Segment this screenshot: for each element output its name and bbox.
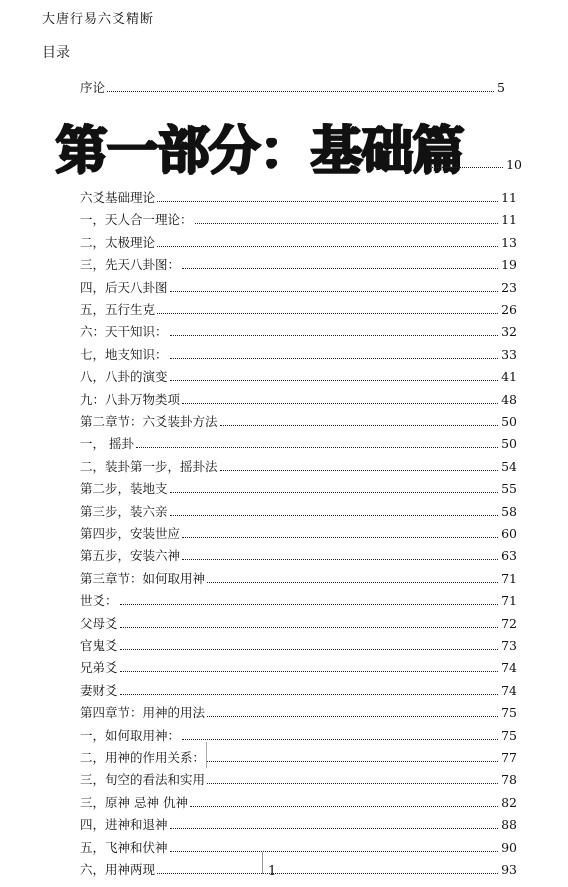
toc-entry[interactable] [80,567,517,587]
toc-entry[interactable] [80,858,517,878]
toc-entry[interactable] [80,813,517,833]
toc-entry-text: 一， 摇卦 [80,436,134,452]
toc-entry[interactable] [80,522,517,542]
dot-leader [120,694,499,695]
dot-leader [157,873,498,874]
toc-entry-page: 10 [506,157,522,172]
dot-leader [182,537,498,538]
toc-entry[interactable] [80,791,517,811]
toc-entry-text: 世爻： [80,593,118,609]
dot-leader [170,828,499,829]
toc-entry-text: 四，后天八卦图 [80,279,168,295]
toc-entry-page: 82 [501,794,517,810]
toc-entry-page: 48 [501,391,517,407]
toc-entry[interactable] [80,836,517,856]
dot-leader [107,91,494,92]
dot-leader [207,716,498,717]
toc-entry-text: 妻财爻 [80,682,118,698]
dot-leader [120,627,499,628]
toc-entry-page: 41 [501,369,517,385]
toc-entry-text: 第三章节：如何取用神 [80,570,206,586]
toc-entry-page: 26 [501,302,517,317]
toc-entry-page: 73 [501,638,517,653]
scan-mark [262,852,263,874]
toc-entry-text: 六：天干知识： [80,324,168,340]
dot-leader [170,358,499,359]
toc-entry[interactable] [80,410,517,430]
toc-entry[interactable] [80,343,517,363]
toc-entry-page: 74 [501,682,517,698]
part-title: 第一部分：基础篇 [55,121,464,181]
dot-leader [120,604,499,605]
toc-entry-text: 九：八卦万物类项 [80,391,181,407]
dot-leader [120,649,499,650]
toc-entry-text: 二，用神的作用关系： [80,750,206,765]
dot-leader [120,671,499,672]
dot-leader [170,291,499,292]
dot-leader [182,559,498,560]
dot-leader [157,313,498,314]
dot-leader [207,582,498,583]
toc-entry-page: 75 [501,705,517,721]
toc-entry-text: 四，进神和退神 [80,817,168,833]
toc-entry[interactable] [80,231,517,251]
toc-entry-page: 75 [501,727,517,743]
toc-entry[interactable] [80,298,517,318]
toc-entry[interactable] [80,746,517,766]
toc-entry[interactable] [80,701,517,721]
toc-entry-page: 71 [501,593,517,609]
toc-entry-page: 78 [501,772,517,788]
toc-entry[interactable] [80,634,517,654]
toc-entry-text: 二，太极理论 [80,234,156,250]
toc-entry-page: 32 [501,324,517,340]
dot-leader [207,761,498,762]
toc-entry-page: 5 [497,80,505,95]
toc-entry-text: 序论 [80,80,106,95]
toc-entry[interactable] [80,544,517,564]
toc-entry-page: 90 [501,839,517,855]
dot-leader [430,167,503,168]
toc-entry-text: 第二章节：六爻装卦方法 [80,414,218,429]
toc-entry-page: 50 [501,414,517,429]
dot-leader [157,246,498,247]
dot-leader [170,380,499,381]
toc-entry-text: 父母爻 [80,615,118,631]
dot-leader [170,515,499,516]
toc-entry[interactable] [80,276,517,296]
toc-entry-text: 五，飞神和伏神 [80,839,168,855]
dot-leader [220,470,499,471]
toc-entry[interactable] [80,388,517,408]
running-header: 大唐行易六爻精断 [42,12,155,27]
scan-mark [206,742,207,768]
toc-entry-text: 二，装卦第一步，摇卦法 [80,458,218,474]
dot-leader [207,783,498,784]
dot-leader [136,447,498,448]
toc-entry-text: 三，先天八卦图： [80,257,181,273]
toc-entry[interactable] [80,477,517,497]
toc-entry-text: 官鬼爻 [80,638,118,653]
toc-entry[interactable] [80,500,517,520]
page-number: 1 [268,864,277,879]
toc-entry-text: 六爻基础理论 [80,190,156,205]
toc-entry[interactable] [80,589,517,609]
toc-entry[interactable] [80,455,517,475]
toc-entry-page: 13 [501,234,517,250]
toc-entry-page: 19 [501,257,517,273]
toc-entry-page: 11 [501,190,517,205]
toc-entry-page: 54 [501,458,517,474]
dot-leader [220,425,499,426]
toc-entry-preface[interactable] [80,76,505,96]
toc-entry-text: 三，原神 忌神 仇神 [80,794,188,810]
toc-entry[interactable] [80,208,517,228]
toc-entry-page: 93 [501,862,517,877]
toc-entry-text: 六，用神两现 [80,862,156,877]
dot-leader [170,492,499,493]
toc-entry-page: 11 [501,212,517,228]
toc-entry-text: 第四步，安装世应 [80,526,181,541]
dot-leader [182,403,498,404]
toc-entry-text: 五，五行生克 [80,302,156,317]
toc-entry-page: 60 [501,526,517,541]
toc-entry-text: 兄弟爻 [80,660,118,676]
toc-entry-page: 23 [501,279,517,295]
toc-entry-text: 七，地支知识： [80,346,168,362]
toc-entry-page: 71 [501,570,517,586]
toc-entry[interactable] [80,253,517,273]
toc-entry-text: 第二步，装地支 [80,481,168,497]
dot-leader [182,739,498,740]
toc-entry-page: 50 [501,436,517,452]
toc-entry-text: 第三步，装六亲 [80,503,168,519]
toc-entry-page: 58 [501,503,517,519]
toc-entry-text: 第五步，安装六神 [80,548,181,564]
toc-entry[interactable] [80,768,517,788]
toc-entry-text: 一，如何取用神： [80,727,181,743]
toc-entry-text: 三，旬空的看法和实用 [80,772,206,788]
toc-entry[interactable] [80,724,517,744]
toc-entry-page: 33 [501,346,517,362]
toc-entry-page: 63 [501,548,517,564]
toc-entry-text: 第四章节：用神的用法 [80,705,206,721]
toc-entry-page: 55 [501,481,517,497]
toc-entry[interactable] [80,186,517,206]
dot-leader [170,335,499,336]
toc-entry[interactable] [80,612,517,632]
toc-entry[interactable] [80,320,517,340]
part-title-leader[interactable] [430,152,522,172]
toc-heading: 目录 [42,45,70,61]
toc-entry[interactable] [80,656,517,676]
dot-leader [190,806,498,807]
dot-leader [195,223,499,224]
dot-leader [170,851,499,852]
toc-entry-page: 72 [501,615,517,631]
dot-leader [182,268,498,269]
toc-entry-text: 八，八卦的演变 [80,369,168,385]
toc-entry[interactable] [80,432,517,452]
toc-entry[interactable] [80,365,517,385]
toc-entry-page: 88 [501,817,517,833]
toc-entry[interactable] [80,679,517,699]
toc-entry-text: 一，天人合一理论： [80,212,193,228]
toc-entry-page: 74 [501,660,517,676]
toc-entry-page: 77 [501,750,517,765]
dot-leader [157,201,498,202]
